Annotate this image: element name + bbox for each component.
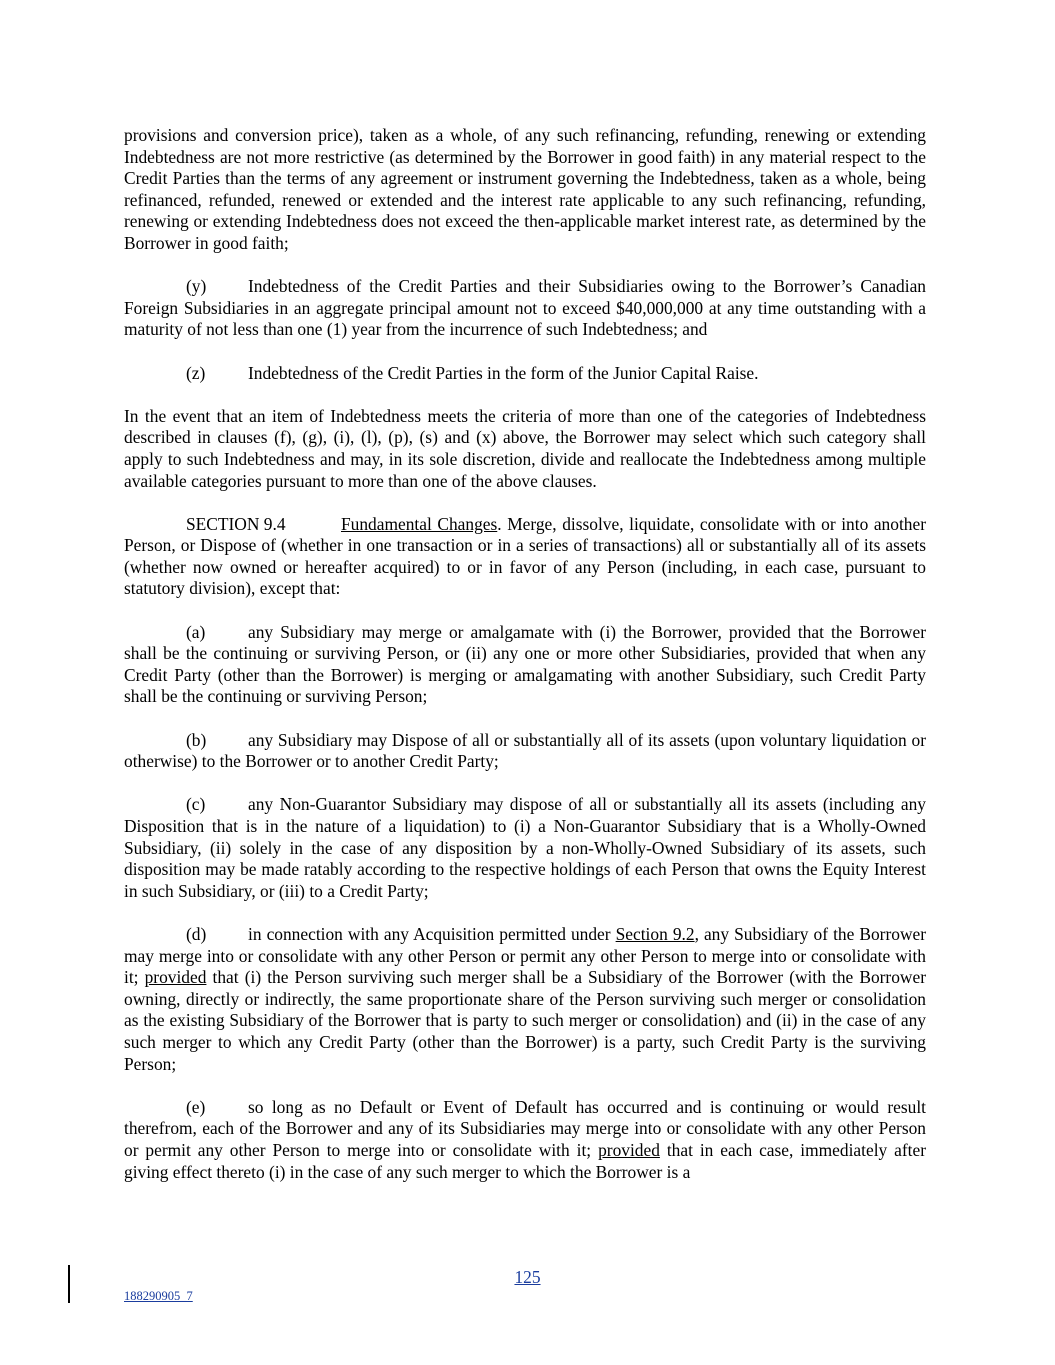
clause-text: in connection with any Acquisition permitted under bbox=[248, 923, 616, 944]
clause-text: so long as no Default or Event of Default has occurred and is continuing or would result therefrom, each of the Borrower and any of its Subsidiaries may merge into or consolidate with any other Person or permit any other Person to merge into or consolidate with it; bbox=[124, 1096, 926, 1160]
clause-d bbox=[124, 924, 926, 1075]
section-reference: Section 9.2 bbox=[615, 923, 695, 944]
provided-term: provided bbox=[144, 967, 207, 988]
clause-text: that in each case, immediately after giving effect thereto (i) in the case of any such merger to which the Borrower is a bbox=[124, 1139, 927, 1182]
clause-label: (e) bbox=[186, 1096, 206, 1117]
clause-label: (b) bbox=[186, 729, 207, 750]
clause-z bbox=[124, 363, 926, 385]
clause-label: (c) bbox=[186, 794, 206, 815]
page-number: 125 bbox=[514, 1267, 541, 1287]
clause-a bbox=[124, 622, 926, 708]
clause-text: any Subsidiary may Dispose of all or substantially all of its assets (upon voluntary liquidation or otherwise) to the Borrower or to another Credit Party; bbox=[124, 729, 926, 772]
section-title: Fundamental Changes bbox=[341, 513, 498, 534]
clause-text: Indebtedness of the Credit Parties and their Subsidiaries owing to the Borrower’s Canadian Foreign Subsidiaries in an aggregate principal amount not to exceed $40,000,000 at any time outstanding with a maturity of not less than one (1) year from the incurrence of such Indebtedness; and bbox=[124, 276, 926, 340]
paragraph-event: In the event that an item of Indebtedness meets the criteria of more than one of the categories of Indebtedness described in clauses (f), (g), (i), (l), (p), (s) and (x) above, the Borrower may select which such category shall apply to such Indebtedness and may, in its sole discretion, divide and reallocate the Indebtedness among multiple available categories pursuant to more than one of the above clauses. bbox=[124, 405, 926, 491]
clause-text: that (i) the Person surviving such merger shall be a Subsidiary of the Borrower (with the Borrower owning, directly or indirectly, the same proportionate share of the Person surviving such merger or consolidation as the existing Subsidiary of the Borrower that is party to such merger or consolidation) and (ii) in the case of any such merger to which any Credit Party (other than the Borrower) is a party, such Credit Party is the surviving Person; bbox=[124, 967, 926, 1074]
clause-text: any Non-Guarantor Subsidiary may dispose of all or substantially all its assets (including any Disposition that is in the nature of a liquidation) to (i) a Non-Guarantor Subsidiary that is a Wholly-Owned Subsidiary, (ii) solely in the case of any disposition by a non-Wholly-Owned Subsidiary of its assets, such disposition may be made ratably according to the respective holdings of each Person that owns the Equity Interest in such Subsidiary, or (iii) to a Credit Party; bbox=[124, 794, 926, 901]
clause-b bbox=[124, 730, 926, 773]
section-title-punct: . bbox=[497, 513, 502, 534]
document-body bbox=[124, 125, 926, 1205]
section-text: Merge, dissolve, liquidate, consolidate with or into another Person, or Dispose of (whether in one transaction or in a series of transactions) all or substantially all of its assets (whether now owned or hereafter acquired) to or in favor of any Person (including, in each case, pursuant to statutory division), except that: bbox=[124, 513, 926, 599]
clause-y bbox=[124, 276, 926, 341]
clause-label: (d) bbox=[186, 923, 207, 944]
clause-label: (a) bbox=[186, 621, 206, 642]
section-number: SECTION 9.4 bbox=[186, 513, 286, 534]
clause-e bbox=[124, 1097, 926, 1183]
clause-c bbox=[124, 794, 926, 902]
clause-label: (y) bbox=[186, 276, 207, 297]
provided-term: provided bbox=[598, 1139, 660, 1160]
clause-text: Indebtedness of the Credit Parties in the form of the Junior Capital Raise. bbox=[248, 362, 759, 383]
section-9-4 bbox=[124, 514, 926, 600]
clause-text: , any Subsidiary of the Borrower may merge into or consolidate with any other Person or permit any other Person to merge into or consolidate with it; bbox=[124, 923, 927, 988]
clause-label: (z) bbox=[186, 362, 206, 383]
clause-text: any Subsidiary may merge or amalgamate with (i) the Borrower, provided that the Borrower shall be the continuing or surviving Person, or (ii) any one or more other Subsidiaries, provided that when any Credit Party (other than the Borrower) is merging or amalgamating with another Subsidiary, such Credit Party shall be the continuing or surviving Person; bbox=[124, 621, 926, 707]
paragraph-continuation: provisions and conversion price), taken as a whole, of any such refinancing, refunding, renewing or extending Indebtedness are not more restrictive (as determined by the Borrower in good faith) in any material respect to the Credit Parties than the terms of any agreement or instrument governing the Indebtedness, taken as a whole, being refinanced, refunded, renewed or extended and the interest rate applicable to any such refinancing, refunding, renewing or extending Indebtedness does not exceed the then-applicable market interest rate, as determined by the Borrower in good faith; bbox=[124, 125, 926, 253]
document-id: 188290905_7 bbox=[124, 1289, 193, 1303]
